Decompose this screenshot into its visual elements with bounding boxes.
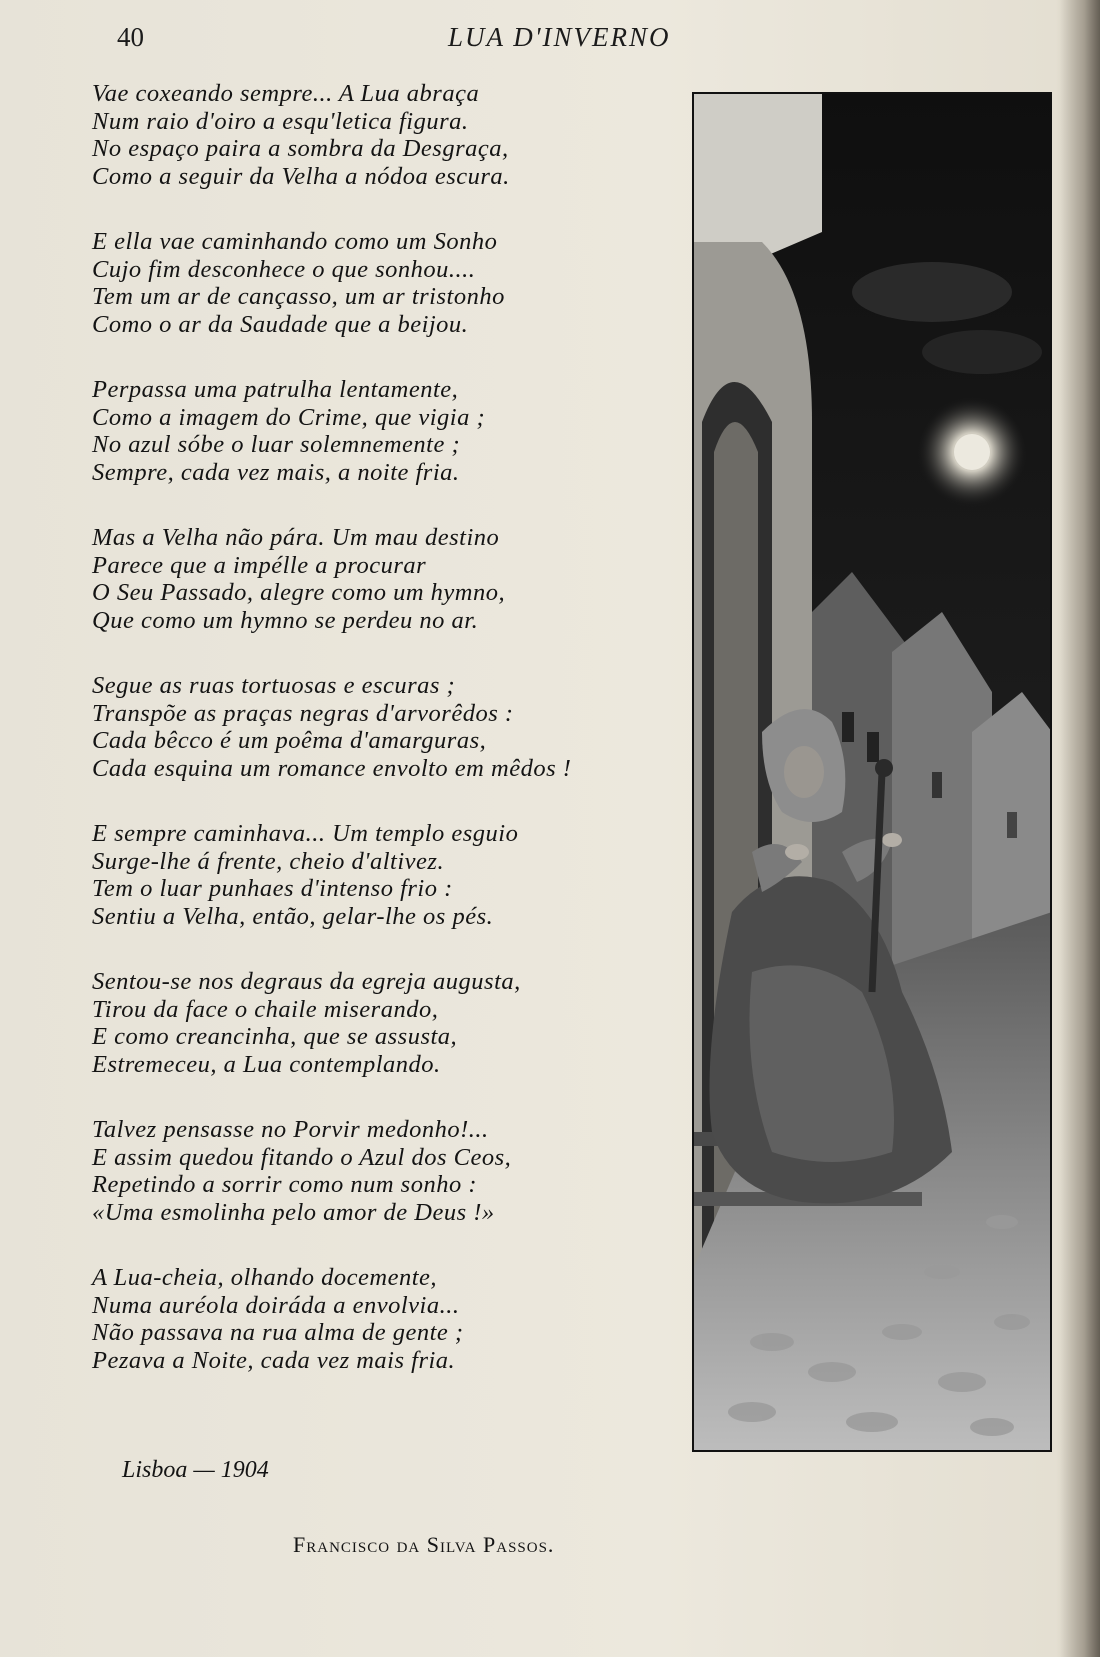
cloud [852, 262, 1012, 322]
poem-line: Tem um ar de cançasso, um ar tristonho [92, 283, 505, 310]
stanza [92, 376, 652, 486]
poem-line: Surge-lhe á frente, cheio d'altivez. [92, 847, 445, 875]
poem-line: Como o ar da Saudade que a beijou. [92, 310, 469, 338]
poem-line: Talvez pensasse no Porvir medonho!... [92, 1116, 489, 1143]
window [932, 772, 942, 798]
stanza [92, 820, 652, 930]
stanza [92, 80, 652, 190]
poem-line: Tem o luar punhaes d'intenso frio : [92, 875, 453, 902]
illustration-drawing [692, 92, 1052, 1452]
poem-line: Perpassa uma patrulha lentamente, [92, 376, 459, 403]
stanza [92, 228, 652, 338]
poem-line: No azul sóbe o luar solemnemente ; [92, 431, 461, 458]
poem-line: Como a seguir da Velha a nódoa escura. [92, 162, 510, 190]
poem-line: Cada bêcco é um poêma d'amarguras, [92, 727, 487, 754]
poem-author: Francisco da Silva Passos. [293, 1532, 555, 1557]
page-header [0, 18, 1100, 58]
poem-line: No espaço paira a sombra da Desgraça, [92, 135, 509, 162]
window [1007, 812, 1017, 838]
running-title: LUA D'INVERNO [448, 22, 671, 52]
stanza [92, 1264, 652, 1374]
cloud [922, 330, 1042, 374]
poem-line: Parece que a impélle a procurar [92, 551, 427, 579]
page-number: 40 [117, 22, 144, 52]
poem-line: Transpõe as praças negras d'arvorêdos : [92, 699, 514, 727]
stanza [92, 968, 652, 1078]
poem-line: Mas a Velha não pára. Um mau destino [92, 524, 500, 551]
poem-line: Vae coxeando sempre... A Lua abraça [92, 80, 480, 107]
poem-line: Não passava na rua alma de gente ; [92, 1319, 464, 1346]
poem-line: A Lua-cheia, olhando docemente, [92, 1264, 438, 1291]
stanza [92, 672, 652, 782]
poem-line: Sentou-se nos degraus da egreja augusta, [92, 968, 521, 995]
poem-line: Num raio d'oiro a esqu'letica figura. [92, 107, 469, 135]
window [842, 712, 854, 742]
poem-line: Que como um hymno se perdeu no ar. [92, 606, 479, 634]
poem-line: Estremeceu, a Lua contemplando. [92, 1050, 441, 1078]
window [867, 732, 879, 762]
poem-line: Como a imagem do Crime, que vigia ; [92, 403, 486, 431]
poem-line: Tirou da face o chaile miserando, [92, 995, 439, 1023]
poem-line: E como creancinha, que se assusta, [92, 1023, 458, 1050]
poem-line: Pezava a Noite, cada vez mais fria. [92, 1346, 456, 1374]
poem-dateline: Lisboa — 1904 [122, 1457, 269, 1483]
poem-line: E assim quedou fitando o Azul dos Ceos, [92, 1143, 512, 1171]
poem-body [92, 80, 652, 1412]
illustration-old-woman-moonlight [692, 92, 1052, 1452]
poem-line: E sempre caminhava... Um templo esguio [92, 820, 519, 847]
poem-line: Repetindo a sorrir como num sonho : [92, 1171, 477, 1198]
poem-line: O Seu Passado, alegre como um hymno, [92, 579, 506, 606]
poem-line: «Uma esmolinha pelo amor de Deus !» [92, 1198, 495, 1226]
stanza [92, 524, 652, 634]
moon-disc [954, 434, 990, 470]
poem-line: Sentiu a Velha, então, gelar-lhe os pés. [92, 902, 494, 930]
poem-line: Sempre, cada vez mais, a noite fria. [92, 458, 460, 486]
poem-line: Segue as ruas tortuosas e escuras ; [92, 672, 456, 699]
poem-line: Cada esquina um romance envolto em mêdos ! [92, 754, 572, 782]
stanza [92, 1116, 652, 1226]
poem-line: E ella vae caminhando como um Sonho [92, 228, 498, 255]
poem-line: Numa auréola doiráda a envolvia... [92, 1291, 460, 1319]
poem-line: Cujo fim desconhece o que sonhou.... [92, 255, 476, 283]
